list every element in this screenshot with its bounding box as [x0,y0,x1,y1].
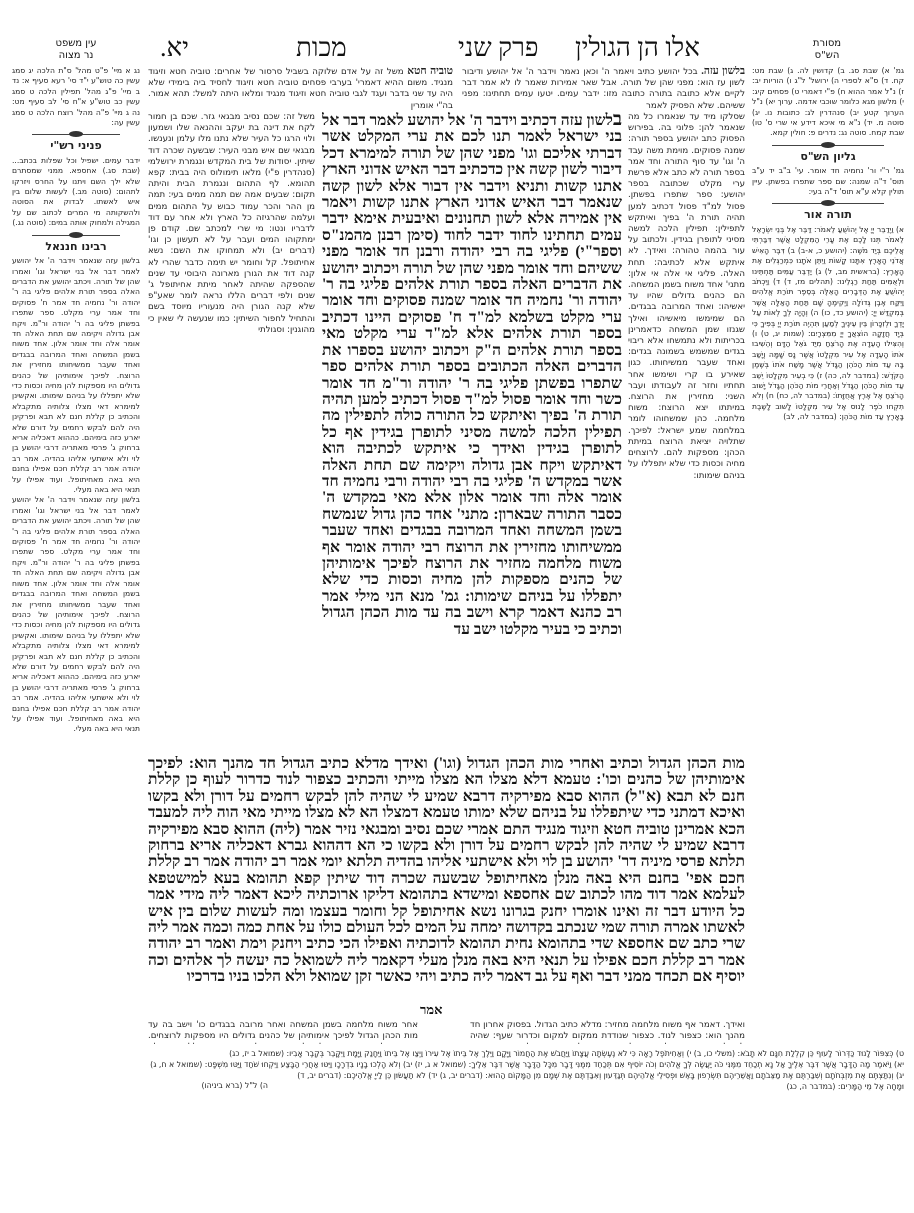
tosafot-column: משל זה: שכם נסיב מבגאי גזר. שכם בן חמור לקח את דינה בת יעקב וההנאה שלו ושמעון ולוי הרגו כל העיר שלא נתנו מלו עלמן ונענשו. מבגאי שם איש מבני העיר: שבשעה שכרה דוד שיתין. יסודות של בית המקדש ונגמרת ירושלמי (סנהדרין פ"י) מלאו תימולוס היה בבית: קפא תהומא. לף התהום ונגמרת הבית והיתה תקום: שבעים אמה שם תמה ממים בעי: תמה מן ההר והכר עמוד כבוש על התהום ממים ועלמה שהרגיזה כל הארץ ולא אחר עם דוד לדבריו ונטו: מי שרי למכתב שם. קודם פן ימתקוהו המים ועבר על לא תעשון כן וגו' (דברים יב) ולא תמחוקו את השם: נשא אחיתופל. קל וחומר יש תימה כדבר שהרי לא קנה דוד את הגורן מארונה היבוסי עד שנים שהספקה שהיתה לאחר מיתת אחיתופל ג' שנים ולפי דברים הללו נראה לומר שאע"פ שלא קנה הגורן היה מנעוריו מיוסד בשם והתחיל לחפור השיתין: כמו שנעשה לי שאין כי מהוגנין: וסגולתי [148,112,315,335]
verse-footnotes [148,1048,904,1104]
penini-rashi-text: ידבר עמים. ישפיל וכל שפלות בכתב... (שבת סג.) אחספא. ממני שמסתרם שלא ילך השם ויתנו על החרס ויזרקו לתהום: (סוטה מב.) לעשות שלום בין איש לאשתו. לבדוק את הסוטה ולהשקותה מי המרים לכתוב שם על המגילה ולמחוק אותה במים: (סוטה נג.) [12,155,140,228]
masoret-title: מסורת הש"ס [812,38,842,61]
rashi-column: שסלקו מיד עד שנאמרו כל מה שנאמר להן: פלוני בה. בפירוש הפסוק כתב יהושע בספר תורה: שמנה פסוקים. מוימת משה עבד ה' וגו' עד סוף התורה וחד אמר בספר תורה לא כתב אלא פרשת ערי מקלט שכתובה בספר יהושע: ספר שתפרו בפשתן. פסול למ"ד פסול דכתיב למען תהיה תורת ה' בפיך ואיתקש לתפילין: תפילין הלכה למשה מסיני לתופרן בגידין. ולכתוב על עור בהמה טהורה: ואידך. לא איתקש אלא לכתיבה: תחת האלה. פליגי אי אלה אי אלון: מתני' אחד משוח בשמן המשחה. הם כהנים גדולים שהיו עד יאשיהו: ואחד המרובה בבגדים. הם שמימשו מיאשיהו ואילך שגנזו שמן המשחה כדאמרינן בכריתות ולא נתמשחו אלא ריבוי בגדים שמשמש בשמונה בגדים: ואחד שעבר ממשיחותו. כגון שאירע בו קרי ושימשו אחר תחתיו וחזר זה לעבודתו ועבר השני: מחזירין את הרוצח. במיתתו יצא הרוצח: משוח מלחמה. כהן שמשחוהו לומר במלחמה שמע ישראל: לפיכך. שתלויה יציאת הרוצח במיתת הכהן: מספקות להם. לרוצחים מחיה וכסות כדי שלא יתפללו על בניהם שימותו: [628,112,745,481]
gilyon-text: גמ' ר"י ור' נחמיה חד אומר. עי' ב"ב יד ע"ב תוס' ד"ה שמנה: שם ספר שתפרו בפשתן. עיין תולין קלא ע"א תוס' ד"ה בעי: [752,166,904,197]
rashi-top [462,66,745,110]
gemara-narrow-text: לשון עזה דכתיב וידבר ה' אל יהושע לאמר דבר אל בני ישראל לאמר תנו לכם את ערי המקלט אשר דברתי אליכם וגו' מפני שהן של תורה למימרא דכל דיבור לשון קשה אין כדכתיב דבר האיש אדוני הארץ אתנו קשות ותניא וידבר אין דבור אלא לשון קשה שנאמר דבר האיש אדוני הארץ אתנו קשות ויאמר אין אמירה אלא לשון תחנונים ואיבעית אימא ידבר עמים תחתינו לחוד ידבר לחוד (סימן רבנן מהמנ"ס וספר"י) פליגי בה רבי יהודה ורבנן חד אומר מפני ששיהם וחד אומר מפני שהן של תורה ויכתוב יהושע את הדברים האלה בספר תורת אלהים פליגי בה ר' יהודה ור' נחמיה חד אומר שמנה פסוקים וחד אומר ערי מקלט בשלמא למ"ד ח' פסוקים היינו דכתיב בספר תורת אלהים אלא למ"ד ערי מקלט מאי בספר תורת אלהים ה"ק ויכתוב יהושע בספרו את הדברים האלה הכתובים בספר תורת אלהים ספר שתפרו בפשתן פליגי בה ר' יהודה ור"מ חד אומר כשר וחד אומר פסול למ"ד פסול דכתיב למען תהיה תורת ה' בפיך ואיתקש כל התורה כולה לתפילין מה תפילין הלכה למשה מסיני לתופרן בגידין אף כל לתופרן בגידין ואידך כי איתקש לכתיבה הוא דאיתקש ויקח אבן גדולה ויקימה שם תחת האלה אשר במקדש ה' פליגי בה רבי יהודה ורבי נחמיה חד אומר אלה וחד אומר אלון אלא מאי במקדש ה' כסבר התורה שבארון: מתני' אחד כהן גדול שנמשח בשמן המשחה ואחד המרובה בבגדים ואחד שעבר ממשיחותו מחזירין את הרוצח רבי יהודה אומר אף משוח מלחמה מחזיר את הרוצח לפיכך אימותיהן של כהנים מספקות להן מחיה וכסות כדי שלא יתפללו על בניהם שימותו: גמ' מנא הני מילי אמר רב כהנא דאמר קרא וישב בה עד מות הכהן הגדול וכתיב כי בעיר מקלטו ישב עד [322,112,622,638]
right-margin-column [752,66,904,1026]
tosafot-lead: טוביה חטא [407,66,453,77]
rashi-lead: בלשון עזה. [701,66,745,77]
tosafot-bottom: אחר משוח מלחמה בשמן המשחה ואחר מרובה בבגדים כו' וישב בה עד מות הכהן הגדול לפיכך אימותיהן של כהנים גדולים היו מספקות לרוצחים. [148,1020,418,1042]
tractate-name: מכות [296,33,347,62]
gemara-wide: מות הכהן הגדול וכתיב ואחרי מות הכהן הגדול (וגו') ואידך מדלא כתיב הגדול חד מהנך הוא: לפיכך אימותיהן של כהנים וכו': טעמא דלא מצלו הא מצלו מייתי והכתיב כצפור לנוד כדרור לעוף כן קללת חנם לא תבא (א"ל) ההוא סבא מפירקיה דרבא שמיע לי שהיה להן לבקש רחמים על דורן ולא בקשו ואיכא דמתני כדי שיתפללו על בניהם שלא ימותו טעמא דמצלו הא לא מצלו מייתי מאי הוה ליה למעבד הכא אמרינן טוביה חטא וזיגוד מנגיד התם אמרי שכם נסיב ומבגאי נזיר אמר (ליה) ההוא סבא מפירקיה דרבא שמיע לי שהיה להן לבקש רחמים על דורן ולא בקשו כי הא דההוא גברא דאכליה אריא ברחוק תלתא פרסי מיניה דר' יהושע בן לוי ולא אישתעי אליהו בהדיה תלתא יומי אמר רב יהודה אמר רב קללת חכם אפי' בחנם היא באה מנלן מאחיתופל שבשעה שכרה דוד שיתין קפא תהומא בעא למישטפא לעלמא אמר דוד מהו לכתוב שם אחספא ומישדא בתהומא דליקו ארוכתיה ליכא דאמר ליה מידי אמר כל היודע דבר זה ואינו אומרו יחנק בגרונו נשא אחיתופל קל וחומר בעצמו ומה לעשות שלום בין איש לאשתו אמרה תורה שמי שנכתב בקדושה ימחה על המים לכל העולם כולו על אחת כמה וכמה אמר ליה שרי כתב שם אחספא שדי בתהומא נחית תהומא לדוכתיה ואפילו הכי כתיב ויחנק וימת ואמר רב יהודה אמר רב קללת חכם אפילו על תנאי היא באה מנלן מעלי דקאמר ליה לשמואל כה יעשה לך אלהים וכה יוסיף אם תכחד ממני דבר ואף על גב דאמר ליה כתיב ויהי כאשר זקן שמואל ולא הלכו בניו בדרכיו [148,756,745,986]
footnote-verse: ט) כְּצִפּוֹר לָנוּד כַּדְּרוֹר לָעוּף כֵּן קִלְלַת חִנָּם לֹא תָבֹא: (משלי כו, ב) י) וְאַחִיתֹפֶל רָאָה כִּי לֹא נֶעֶשְׂתָה עֲצָתוֹ וַיַּחֲבֹשׁ אֶת הַחֲמוֹר וַיָּקָם וַיֵּלֶךְ אֶל בֵּיתוֹ אֶל עִירוֹ וַיְצַו אֶל בֵּיתוֹ וַיֵּחָנַק וַיָּמָת וַיִּקָּבֵר בְּקֶבֶר אָבִיו: (שמואל ב יז, כג) [229,1049,904,1058]
left-margin-column [12,66,140,1026]
daf-number: יא. [160,33,189,62]
rabbeinu-chananel-text: בלשון עזה שנאמר וידבר ה' אל יהושע לאמר דבר אל בני ישראל וגו' ואמרו שהן של תורה. ויכתב יהושע את הדברים האלה בספר תורת אלהים פליגי בה ר' יהודה ור' נחמיה חד אמר ח' פסוקים וחד אמר ערי מקלט. ספר שתפרו בפשתן פליגי בה ר' יהודה ור"מ. ויקח אבן גדולה ויקימה שם תחת האלה חד אומר אלה וחד אומר אלון. אחד משוח בשמן המשחה ואחד המרובה בבגדים ואחד שעבר ממשיחותו מחזירין את הרוצח. לפיכך אימותיהן של כהנים גדולים היו מספקות להן מחיה וכסות כדי שלא יתפללו על בניהם שימותו. ואקשינן למימרא דאי מצלו צלותיה מתקבלא והכתיב כן קללת חנם לא תבא ופרקינן היה להם לבקש רחמים על דורם שלא יארע כזה בימיהם. כההוא דאכליה אריא ברחוק ג' פרסי מאתריה דרבי יהושע בן לוי ולא אישתעי אליהו בהדיה. אמר רב יהודה אמר רב קללת חכם אפילו בחנם היא באה מאחיתופל. ועוד אפילו על תנאי היא באה מעלי. [12,256,140,495]
masoret-text: גמ' א) שבת סג. ב) קדושין לה. ג) שבת מט: קח. ד) ס"א לספרי ה) ירושל' ל"ג ו) הוריות יב: ז) נ"ל אמר ההוא ח) פ"י דאמרי ט) פסחים קיג: י) מלשון מגא כלומר שוכבי אדמה. ערוך יא) נ"ל הערוך קטע יב) סנהדרין לג: כתובות נו. יג) סוטה מ. יד) נ"א מי איכא דידע אי שרי ס' טו) שבת קמח. סוטה נג: נדרים פ: חולין קמא. [752,66,904,138]
ein-mishpat-title: עין משפט נר מצוה [55,38,97,61]
ein-mishpat-text: נג א מיי' פ"ט מהל' ס"ת הלכה יג סמג עשין כה טוש"ע י"ד סי' רעא סעיף א: נד ב מיי' פ"ג מהל' תפילין הלכה ט סמג עשין כב טוש"ע א"ח סי' לב סעיף מט: נה ג מיי' פ"ה מהל' רוצח הלכה ט סמג עשין עה: [12,66,140,128]
rashi-top-text: בכל יהושע כתיב ויאמר ה' וכאן נאמר וידבר ה' אל יהושע ודיבור לשון עז הוא: מפני שהן של תורה. אבל שאר אמירות שאמר לו לא אמר דבר לקיים אלא כתובה בתורה כתובה מזו: ידבר עמים. יטעו עמים תחתינו: מפני ששיהם. שלא הפסיק לאמר [462,67,745,110]
gemara-opening-letter: ב [612,112,622,130]
tosafot-top [148,66,453,110]
penini-rashi-title: פניני רש"י [50,139,102,153]
footnote-verse: וּמָחָה אֶל מֵי הַמָּרִים: (במדבר ה, כג) [786,1082,904,1091]
chapter-name: אלו הן הגולין [575,33,700,62]
ornament-divider [32,134,120,135]
gemara-narrow [322,112,622,752]
torah-ohr-text: א) וַיְדַבֵּר יְיָ אֶל יְהוֹשֻׁעַ לֵאמֹר: דַּבֵּר אֶל בְּנֵי יִשְׂרָאֵל לֵאמֹר תְּנוּ לָכֶם אֶת עָרֵי הַמִּקְלָט אֲשֶׁר דִּבַּרְתִּי אֲלֵיכֶם בְּיַד מֹשֶׁה: (יהושע כ, א-ב) ב) דִּבֶּר הָאִישׁ אֲדֹנֵי הָאָרֶץ אִתָּנוּ קָשׁוֹת וַיִּתֵּן אֹתָנוּ כִּמְרַגְּלִים אֶת הָאָרֶץ: (בראשית מב, ל) ג) יַדְבֵּר עַמִּים תַּחְתֵּינוּ וּלְאֻמִּים תַּחַת רַגְלֵינוּ: (תהלים מז, ד) ד) וַיִּכְתֹּב יְהוֹשֻׁעַ אֶת הַדְּבָרִים הָאֵלֶּה בְּסֵפֶר תּוֹרַת אֱלֹהִים וַיִּקַּח אֶבֶן גְּדוֹלָה וַיְקִימֶהָ שָּׁם תַּחַת הָאַלָּה אֲשֶׁר בְּמִקְדַּשׁ יְיָ: (יהושע כד, כו) ה) וְהָיָה לְךָ לְאוֹת עַל יָדְךָ וּלְזִכָּרוֹן בֵּין עֵינֶיךָ לְמַעַן תִּהְיֶה תּוֹרַת יְיָ בְּפִיךָ כִּי בְּיָד חֲזָקָה הוֹצִאֲךָ יְיָ מִמִּצְרָיִם: (שמות יג, ט) ו) וְהִצִּילוּ הָעֵדָה אֶת הָרֹצֵחַ מִיַּד גֹּאֵל הַדָּם וְהֵשִׁיבוּ אֹתוֹ הָעֵדָה אֶל עִיר מִקְלָטוֹ אֲשֶׁר נָס שָׁמָּה וְיָשַׁב בָּהּ עַד מוֹת הַכֹּהֵן הַגָּדֹל אֲשֶׁר מָשַׁח אֹתוֹ בְּשֶׁמֶן הַקֹּדֶשׁ: (במדבר לה, כה) ז) כִּי בְעִיר מִקְלָטוֹ יֵשֵׁב עַד מוֹת הַכֹּהֵן הַגָּדֹל וְאַחֲרֵי מוֹת הַכֹּהֵן הַגָּדֹל יָשׁוּב הָרֹצֵחַ אֶל אֶרֶץ אֲחֻזָּתוֹ: (במדבר לה, כח) ח) וְלֹא תִקְחוּ כֹפֶר לָנוּס אֶל עִיר מִקְלָטוֹ לָשׁוּב לָשֶׁבֶת בָּאָרֶץ עַד מוֹת הַכֹּהֵן: (במדבר לה, לב) [752,224,904,422]
footnote-note: ה) ל"ל (ברא ביניהו) [201,1081,268,1090]
ornament-divider [32,235,120,236]
perek-label: פרק שני [458,33,539,62]
ornament-divider [772,145,884,146]
ornament-divider [772,203,884,204]
torah-ohr-title: תורה אור [804,208,852,222]
footnote-verse: יא) וַיֹּאמֶר מָה הַדָּבָר אֲשֶׁר דִּבֶּר אֵלֶיךָ אַל נָא תְכַחֵד מִמֶּנִּי כֹּה יַעֲשֶׂה לְּךָ אֱלֹהִים וְכֹה יוֹסִיף אִם תְּכַחֵד מִמֶּנִּי דָּבָר מִכָּל הַדָּבָר אֲשֶׁר דִּבֶּר אֵלֶיךָ: (שמואל א ג, יז) יב) וְלֹא הָלְכוּ בָנָיו בִּדְרָכָו וַיִּטּוּ אַחֲרֵי הַבָּצַע וַיִּקְחוּ שֹׁחַד וַיַּטּוּ מִשְׁפָּט: (שמואל א ח, ג) [150,1060,904,1069]
rabbeinu-chananel-title: רבינו חננאל [45,239,107,253]
footnote-verse: יג) וְנִתַּצְתֶּם אֶת מִזְבְּחֹתָם וְשִׁבַּרְתֶּם אֶת מַצֵּבֹתָם וַאֲשֵׁרֵיהֶם תִּשְׂרְפוּן בָּאֵשׁ וּפְסִילֵי אֱלֹהֵיהֶם תְּגַדֵּעוּן וְאִבַּדְתֶּם אֶת שְׁמָם מִן הַמָּקוֹם הַהוּא: (דברים יב, ג) יד) לֹא תַעֲשׂוּן כֵּן לַייָ אֱלֹהֵיכֶם: (דברים יב, ד) [297,1071,904,1080]
rashi-bottom: ואידך. דאמר אף משוח מלחמה מחזיר: מדלא כתיב הגדול. בפסוק אחרון חד מהנך הוא: כצפור לנוד. כצפור שנודדת ממקום למקום וכדרור שעף: שהיה [470,1020,745,1042]
tosafot-top-text: משל זה על אדם שלוקה בשביל סרסור של אחרים: טוביה חטא וזיגוד מנגיד. משום ההיא דאמרי' בערבי פסחים טוביה חטא וזיגוד לחסיד ביה בימידי שלא היה עד שני בדבר ועגד לגבי טוביה חטא וזיגוד מנגיד ומלאו היתה למשל: תהא אמור. בה"י אומרין [148,67,453,110]
gemara-catchword: אמר [420,1002,443,1017]
rabbeinu-chananel-text-cont: בלשון עזה שנאמר וידבר ה' אל יהושע לאמר דבר אל בני ישראל וגו' ואמרו שהן של תורה. ויכתב יהושע את הדברים האלה בספר תורת אלהים פליגי בה ר' יהודה ור' נחמיה חד אמר ח' פסוקים וחד אמר ערי מקלט. ספר שתפרו בפשתן פליגי בה ר' יהודה ור"מ. ויקח אבן גדולה ויקימה שם תחת האלה חד אומר אלה וחד אומר אלון. אחד משוח בשמן המשחה ואחד המרובה בבגדים ואחד שעבר ממשיחותו מחזירין את הרוצח. לפיכך אימותיהן של כהנים גדולים היו מספקות להן מחיה וכסות כדי שלא יתפללו על בניהם שימותו. ואקשינן למימרא דאי מצלו צלותיה מתקבלא והכתיב כן קללת חנם לא תבא ופרקינן היה להם לבקש רחמים על דורם שלא יארע כזה בימיהם. כההוא דאכליה אריא ברחוק ג' פרסי מאתריה דרבי יהושע בן לוי ולא אישתעי אליהו בהדיה. אמר רב יהודה אמר רב קללת חכם אפילו בחנם היא באה מאחיתופל. ועוד אפילו על תנאי היא באה מעלי. [12,495,140,734]
gilyon-title: גליון הש"ס [800,149,856,163]
